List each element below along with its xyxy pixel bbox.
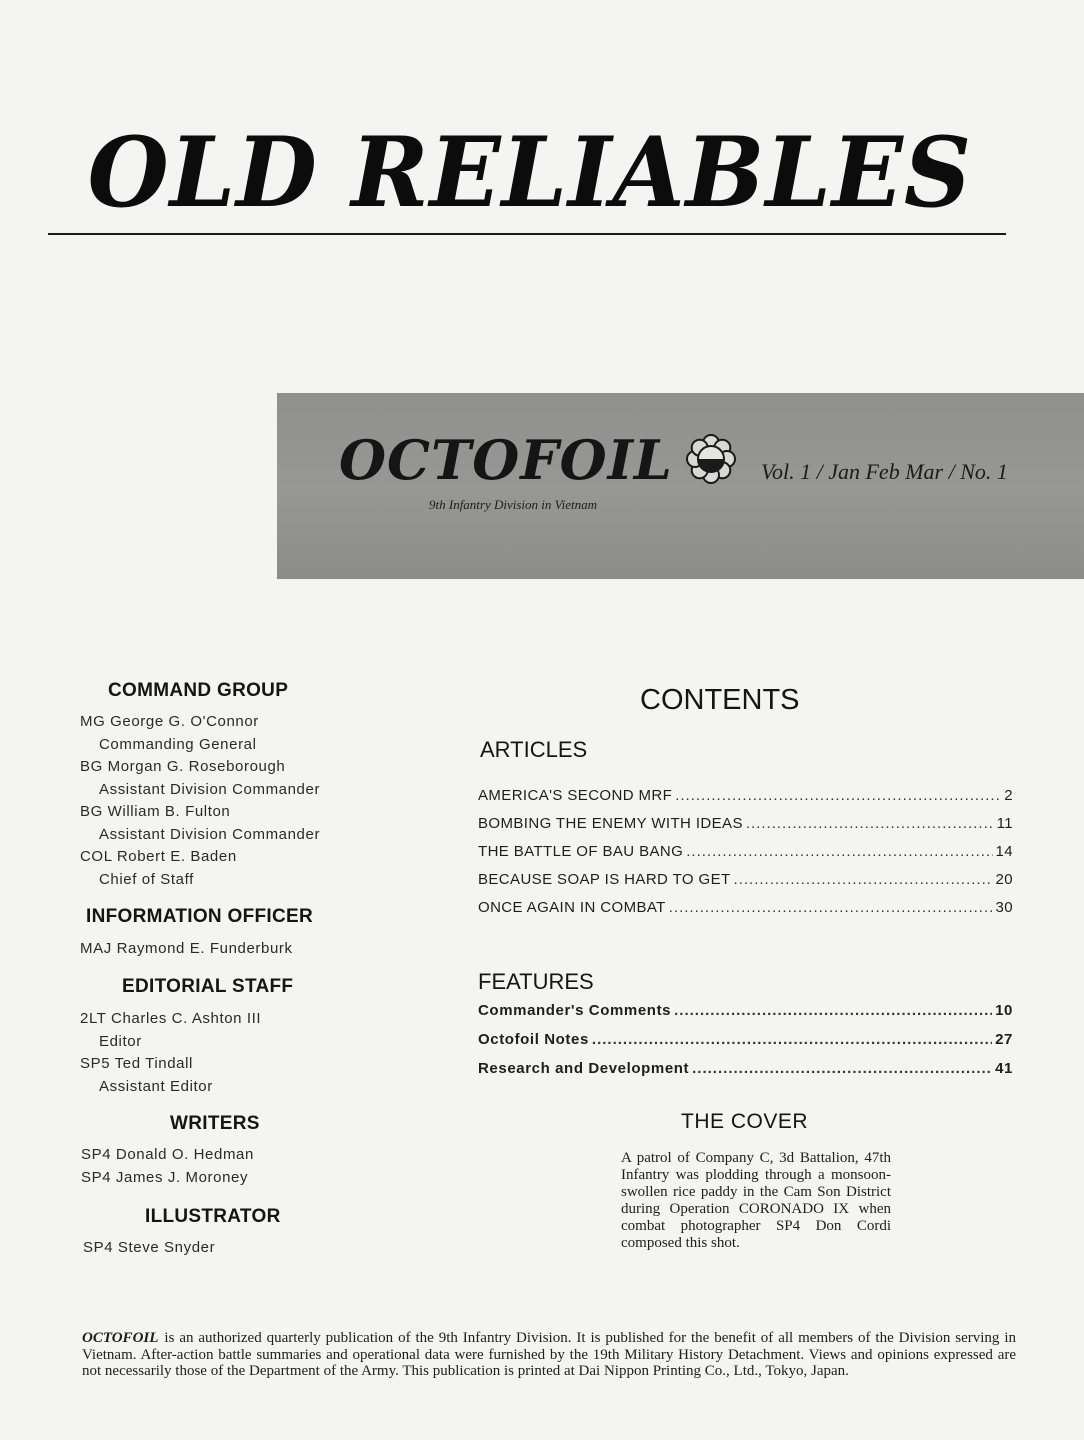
staff-title: Assistant Editor bbox=[99, 1077, 213, 1095]
staff-name: SP4 Steve Snyder bbox=[83, 1239, 216, 1256]
toc-feature-title: Octofoil Notes bbox=[478, 1031, 589, 1048]
writers-heading: WRITERS bbox=[170, 1113, 260, 1134]
information-officer-list bbox=[80, 938, 293, 961]
staff-name: SP4 Donald O. Hedman bbox=[81, 1146, 254, 1163]
staff-name: MAJ Raymond E. Funderburk bbox=[80, 940, 293, 957]
toc-feature-row[interactable] bbox=[478, 1060, 1013, 1082]
cover-description: A patrol of Company C, 3d Battalion, 47th Infantry was plodding through a monsoon-swollen rice paddy in the Cam Son District during Operation CORONADO IX when combat photographer SP4 Don Cordi composed this shot. bbox=[621, 1150, 891, 1251]
toc-leader-dots bbox=[692, 1060, 992, 1077]
staff-title: Assistant Division Commander bbox=[99, 825, 321, 843]
masthead-title: OLD RELIABLES bbox=[87, 116, 973, 229]
toc-article-row[interactable] bbox=[478, 843, 1013, 865]
command-group-list bbox=[80, 711, 320, 891]
toc-page-number: 20 bbox=[995, 871, 1013, 888]
toc-article-title: BOMBING THE ENEMY WITH IDEAS bbox=[478, 815, 743, 832]
staff-name: SP4 James J. Moroney bbox=[81, 1168, 249, 1186]
illustrator-heading: ILLUSTRATOR bbox=[145, 1206, 281, 1227]
staff-name: SP5 Ted Tindall bbox=[80, 1055, 193, 1072]
toc-page-number: 41 bbox=[995, 1060, 1013, 1077]
toc-leader-dots bbox=[674, 1002, 992, 1019]
toc-page-number: 14 bbox=[995, 843, 1013, 860]
staff-name: 2LT Charles C. Ashton III bbox=[80, 1010, 262, 1027]
toc-article-title: AMERICA'S SECOND MRF bbox=[478, 787, 673, 804]
toc-feature-row[interactable] bbox=[478, 1002, 1013, 1024]
command-group-heading: COMMAND GROUP bbox=[108, 680, 289, 701]
toc-leader-dots bbox=[734, 871, 993, 888]
publication-notice bbox=[82, 1330, 1016, 1380]
editorial-staff-heading: EDITORIAL STAFF bbox=[122, 976, 294, 997]
toc-leader-dots bbox=[592, 1031, 992, 1048]
staff-title: Commanding General bbox=[99, 735, 257, 753]
editorial-staff-list bbox=[80, 1008, 261, 1098]
toc-leader-dots bbox=[675, 787, 1001, 804]
banner-title: OCTOFOIL bbox=[339, 428, 673, 492]
toc-leader-dots bbox=[746, 815, 994, 832]
toc-leader-dots bbox=[669, 899, 993, 916]
toc-article-row[interactable] bbox=[478, 815, 1013, 837]
articles-heading: ARTICLES bbox=[480, 737, 588, 762]
toc-page-number: 10 bbox=[995, 1002, 1013, 1019]
publication-notice-text: is an authorized quarterly publication of the 9th Infantry Division. It is published for the benefit of all members of the Division serving in Vietnam. After-action battle summaries and operational data were furnished by the 19th Military History Detachment. Views and opinions expressed are not necessarily those of the Department of the Army. This publication is printed at Dai Nippon Printing Co., Ltd., Tokyo, Japan. bbox=[82, 1330, 1016, 1379]
writers-list bbox=[81, 1144, 254, 1189]
contents-title: CONTENTS bbox=[640, 684, 800, 716]
publication-name: OCTOFOIL bbox=[82, 1330, 159, 1346]
features-heading: FEATURES bbox=[478, 969, 594, 994]
toc-article-title: ONCE AGAIN IN COMBAT bbox=[478, 899, 666, 916]
cover-heading: THE COVER bbox=[681, 1110, 809, 1133]
toc-feature-title: Commander's Comments bbox=[478, 1002, 672, 1019]
toc-article-row[interactable] bbox=[478, 899, 1013, 921]
toc-page-number: 27 bbox=[995, 1031, 1013, 1048]
information-officer-heading: INFORMATION OFFICER bbox=[86, 906, 313, 927]
octofoil-banner bbox=[277, 393, 1084, 579]
staff-title: Editor bbox=[99, 1032, 142, 1050]
banner-subtitle: 9th Infantry Division in Vietnam bbox=[429, 497, 598, 512]
toc-page-number: 2 bbox=[1004, 787, 1013, 804]
staff-name: BG Morgan G. Roseborough bbox=[80, 758, 286, 775]
toc-article-row[interactable] bbox=[478, 787, 1013, 809]
octofoil-emblem-icon bbox=[685, 433, 737, 485]
toc-feature-row[interactable] bbox=[478, 1031, 1013, 1053]
toc-feature-title: Research and Development bbox=[478, 1060, 690, 1077]
staff-name: BG William B. Fulton bbox=[80, 803, 231, 820]
issue-info: Vol. 1 / Jan Feb Mar / No. 1 bbox=[761, 459, 1008, 484]
illustrator-list bbox=[83, 1237, 215, 1260]
toc-page-number: 30 bbox=[995, 899, 1013, 916]
masthead-rule bbox=[48, 233, 1006, 235]
toc-article-title: BECAUSE SOAP IS HARD TO GET bbox=[478, 871, 731, 888]
staff-name: COL Robert E. Baden bbox=[80, 848, 237, 865]
toc-leader-dots bbox=[686, 843, 992, 860]
staff-title: Assistant Division Commander bbox=[99, 780, 321, 798]
toc-page-number: 11 bbox=[996, 815, 1013, 832]
staff-title: Chief of Staff bbox=[99, 870, 194, 888]
toc-article-row[interactable] bbox=[478, 871, 1013, 893]
staff-name: MG George G. O'Connor bbox=[80, 713, 259, 730]
toc-article-title: THE BATTLE OF BAU BANG bbox=[478, 843, 684, 860]
